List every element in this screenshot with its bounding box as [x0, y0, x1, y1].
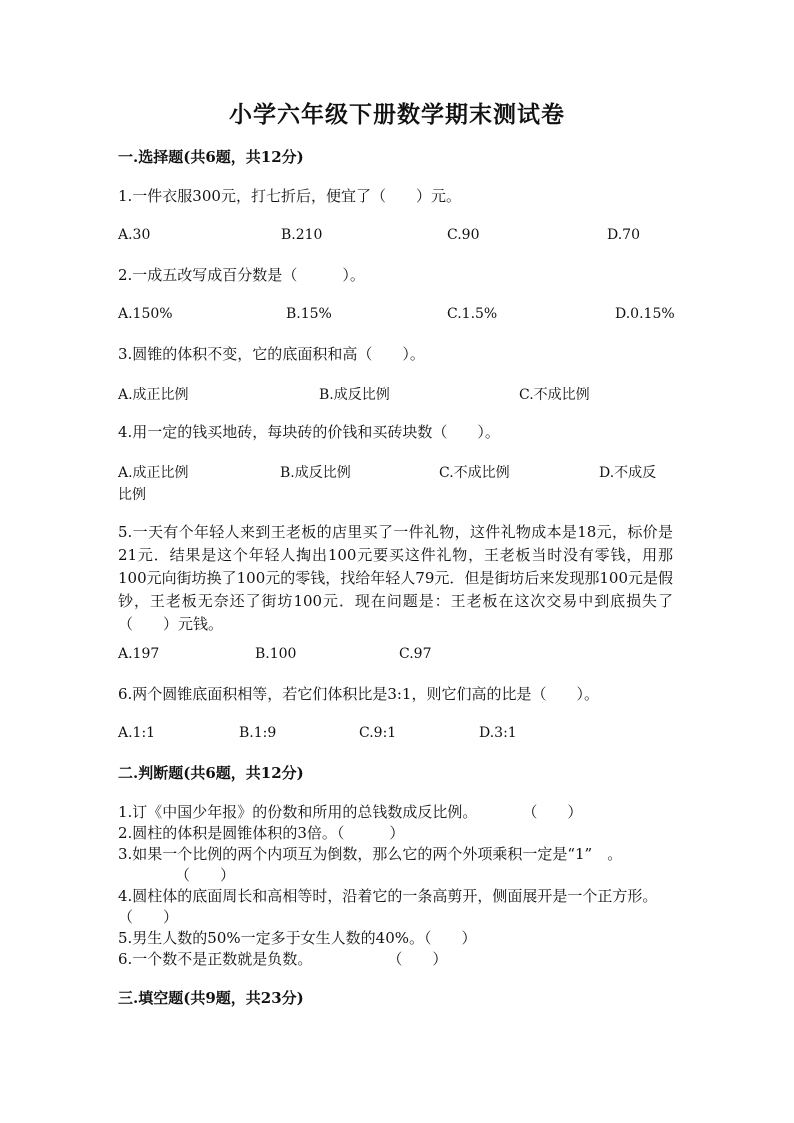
- question-2-option-a: A.150%: [118, 306, 173, 322]
- question-3-option-b: B.成反比例: [319, 387, 390, 403]
- question-1-option-d: D.70: [607, 227, 640, 243]
- judgment-item-4: 4.圆柱体的底面周长和高相等时，沿着它的一条高剪开，侧面展开是一个正方形。（ ）: [118, 887, 658, 926]
- question-3-option-c: C.不成比例: [519, 387, 590, 403]
- question-1-option-c: C.90: [447, 227, 480, 243]
- question-4-option-b: B.成反比例: [280, 465, 351, 481]
- section-heading-choice: 一.选择题(共6题，共12分): [118, 148, 304, 166]
- section-heading-judgment: 二.判断题(共6题，共12分): [118, 764, 304, 782]
- judgment-item-2: 2.圆柱的体积是圆锥体积的3倍。（ ）: [118, 824, 405, 842]
- question-2-option-d: D.0.15%: [615, 306, 675, 322]
- question-2-option-b: B.15%: [286, 306, 332, 322]
- question-4-option-a: A.成正比例: [118, 465, 189, 481]
- question-6-stem: 6.两个圆锥底面积相等，若它们体积比是3:1，则它们高的比是（ ）。: [118, 685, 599, 703]
- question-4-stem: 4.用一定的钱买地砖，每块砖的价钱和买砖块数（ ）。: [118, 423, 500, 441]
- page-title: 小学六年级下册数学期末测试卷: [229, 101, 565, 128]
- judgment-item-1: 1.订《中国少年报》的份数和所用的总钱数成反比例。 （ ）: [118, 803, 583, 821]
- question-5-stem: 5.一天有个年轻人来到王老板的店里买了一件礼物，这件礼物成本是18元，标价是21元．结果是这个年轻人掏出100元要买这件礼物，王老板当时没有零钱，用那100元向街坊换了100元的零钱，找给年轻人79元．但是街坊后来发现那100元是假钞，王老板无奈还了街坊100元．现在问题是：王老板在这次交易中到底损失了（ ）元钱。: [118, 523, 673, 633]
- question-4-option-d: D.不成反: [599, 465, 657, 481]
- judgment-item-6: 6.一个数不是正数就是负数。 （ ）: [118, 950, 448, 968]
- question-3-option-a: A.成正比例: [118, 387, 189, 403]
- judgment-item-3: 3.如果一个比例的两个内项互为倒数，那么它的两个外项乘积一定是“1” 。: [118, 845, 623, 863]
- question-4-option-d-wrap: 比例: [118, 487, 146, 503]
- question-2-stem: 2.一成五改写成百分数是（ ）。: [118, 266, 365, 284]
- question-6-option-b: B.1:9: [239, 725, 277, 741]
- question-1-option-b: B.210: [281, 227, 323, 243]
- judgment-item-5: 5.男生人数的50%一定多于女生人数的40%。（ ）: [118, 929, 477, 947]
- question-5-option-c: C.97: [399, 646, 432, 662]
- question-3-stem: 3.圆锥的体积不变，它的底面积和高（ ）。: [118, 345, 425, 363]
- question-1-option-a: A.30: [118, 227, 151, 243]
- question-1-stem: 1.一件衣服300元，打七折后，便宜了（ ）元。: [118, 187, 461, 205]
- question-6-option-a: A.1:1: [118, 725, 156, 741]
- question-5-option-b: B.100: [255, 646, 297, 662]
- question-4-option-c: C.不成比例: [439, 465, 510, 481]
- question-6-option-d: D.3:1: [479, 725, 517, 741]
- section-heading-fill-in: 三.填空题(共9题，共23分): [118, 989, 304, 1007]
- judgment-item-3-answer: （ ）: [175, 866, 236, 884]
- question-5-option-a: A.197: [118, 646, 160, 662]
- question-6-option-c: C.9:1: [359, 725, 397, 741]
- question-2-option-c: C.1.5%: [447, 306, 498, 322]
